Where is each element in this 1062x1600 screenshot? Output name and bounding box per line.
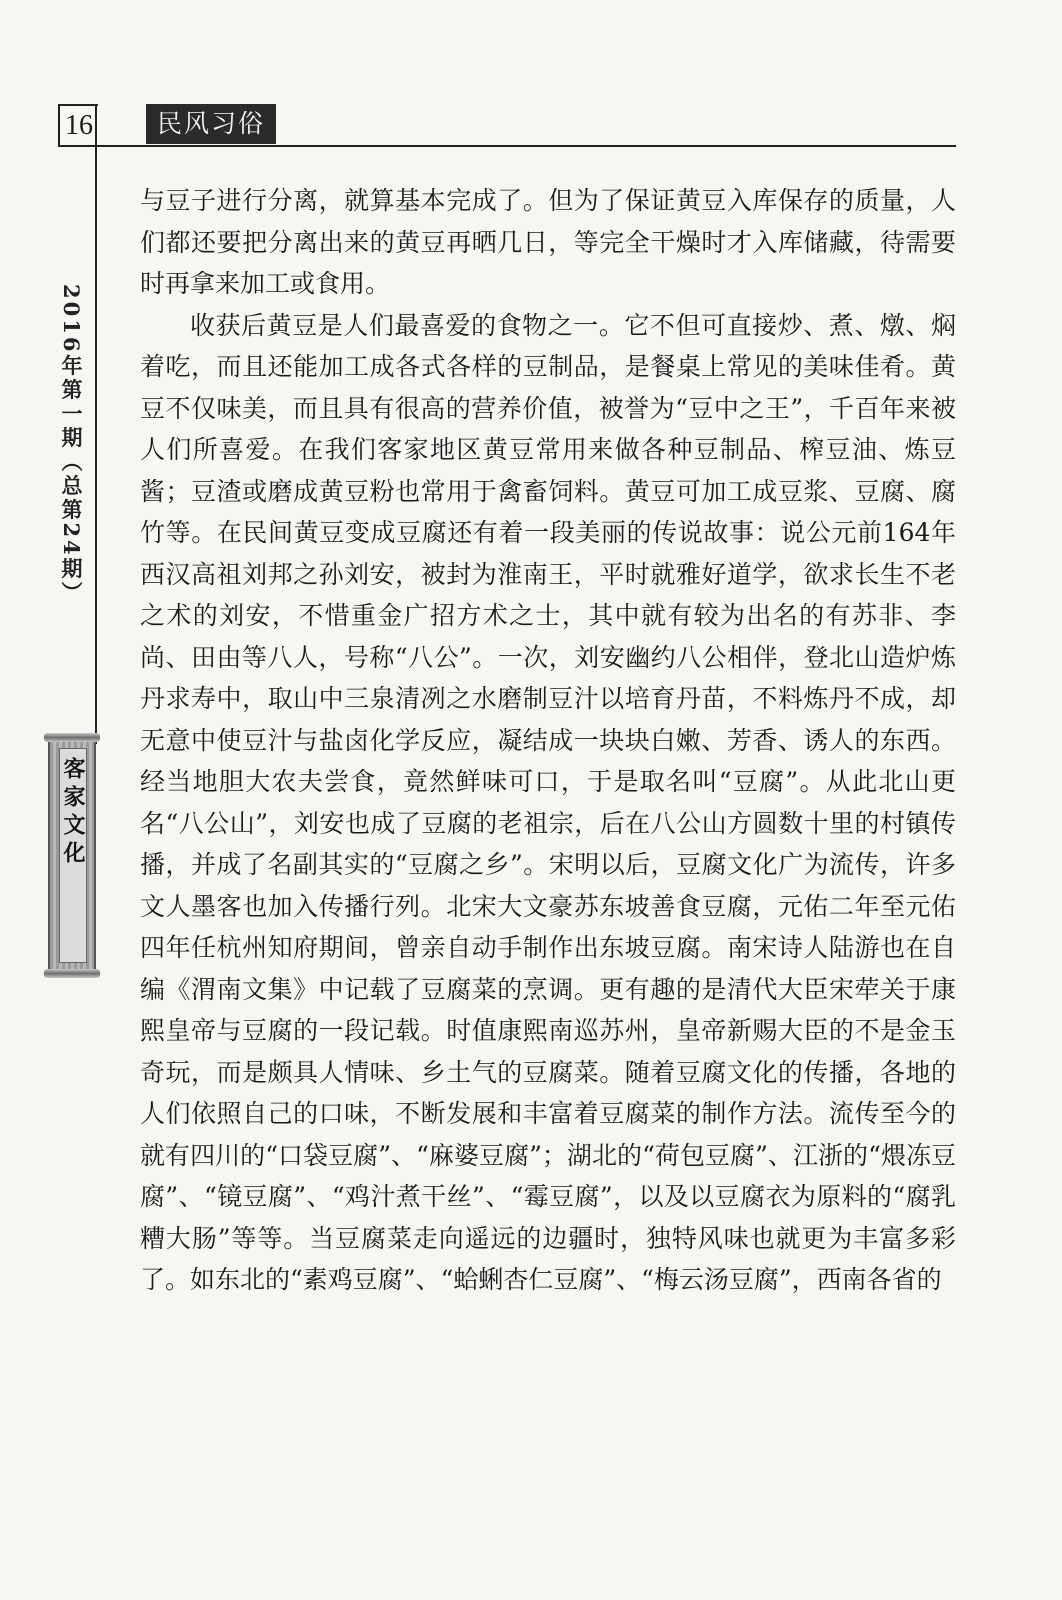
scroll-body: [48, 742, 96, 969]
scroll-rod-bottom: [44, 969, 100, 978]
scroll-rod-top: [44, 733, 100, 742]
paragraph-2: 收获后黄豆是人们最喜爱的食物之一。它不但可直接炒、煮、燉、焖着吃，而且还能加工成各式各样的豆制品，是餐桌上常见的美味佳肴。黄豆不仅味美，而且具有很高的营养价值，被誉为“豆中之王”，千百年来被人们所喜爱。在我们客家地区黄豆常用来做各种豆制品、榨豆油、炼豆酱；豆渣或磨成黄豆粉也常用于禽畜饲料。黄豆可加工成豆浆、豆腐、腐竹等。在民间黄豆变成豆腐还有着一段美丽的传说故事：说公元前164年西汉高祖刘邦之孙刘安，被封为淮南王，平时就雅好道学，欲求长生不老之术的刘安，不惜重金广招方术之士，其中就有较为出名的有苏非、李尚、田由等八人，号称“八公”。一次，刘安幽约八公相伴，登北山造炉炼丹求寿中，取山中三泉清冽之水磨制豆汁以培育丹苗，不料炼丹不成，却无意中使豆汁与盐卤化学反应，凝结成一块块白嫩、芳香、诱人的东西。经当地胆大农夫尝食，竟然鲜味可口，于是取名叫“豆腐”。从此北山更名“八公山”，刘安也成了豆腐的老祖宗，后在八公山方圆数十里的村镇传播，并成了名副其实的“豆腐之乡”。宋明以后，豆腐文化广为流传，许多文人墨客也加入传播行列。北宋大文豪苏东坡善食豆腐，元佑二年至元佑四年任杭州知府期间，曾亲自动手制作出东坡豆腐。南宋诗人陆游也在自编《渭南文集》中记载了豆腐菜的烹调。更有趣的是清代大臣宋荦关于康熙皇帝与豆腐的一段记载。时值康熙南巡苏州，皇帝新赐大臣的不是金玉奇玩，而是颇具人情味、乡土气的豆腐菜。随着豆腐文化的传播，各地的人们依照自己的口味，不断发展和丰富着豆腐菜的制作方法。流传至今的就有四川的“口袋豆腐”、“麻婆豆腐”；湖北的“荷包豆腐”、江浙的“煨冻豆腐”、“镜豆腐”、“鸡汁煮干丝”、“霉豆腐”，以及以豆腐衣为原料的“腐乳糟大肠”等等。当豆腐菜走向遥远的边疆时，独特风味也就更为丰富多彩了。如东北的“素鸡豆腐”、“蛤蜊杏仁豆腐”、“梅云汤豆腐”，西南各省的: [140, 310, 956, 1294]
article-body: [140, 180, 956, 1301]
emblem-text: 客家文化: [60, 757, 86, 869]
header-rule: [58, 145, 956, 147]
issue-info: 2016年第一期（总第24期）: [59, 284, 84, 606]
scroll-panel: [59, 748, 87, 963]
margin-rule: [95, 104, 97, 744]
section-title: 民风习俗: [146, 104, 276, 144]
scroll-emblem: [44, 733, 100, 978]
paragraph-1: 与豆子进行分离，就算基本完成了。但为了保证黄豆入库保存的质量，人们都还要把分离出来的黄豆再晒几日，等完全干燥时才入库储藏，待需要时再拿来加工或食用。: [140, 186, 956, 298]
page-number: 16: [58, 104, 98, 146]
